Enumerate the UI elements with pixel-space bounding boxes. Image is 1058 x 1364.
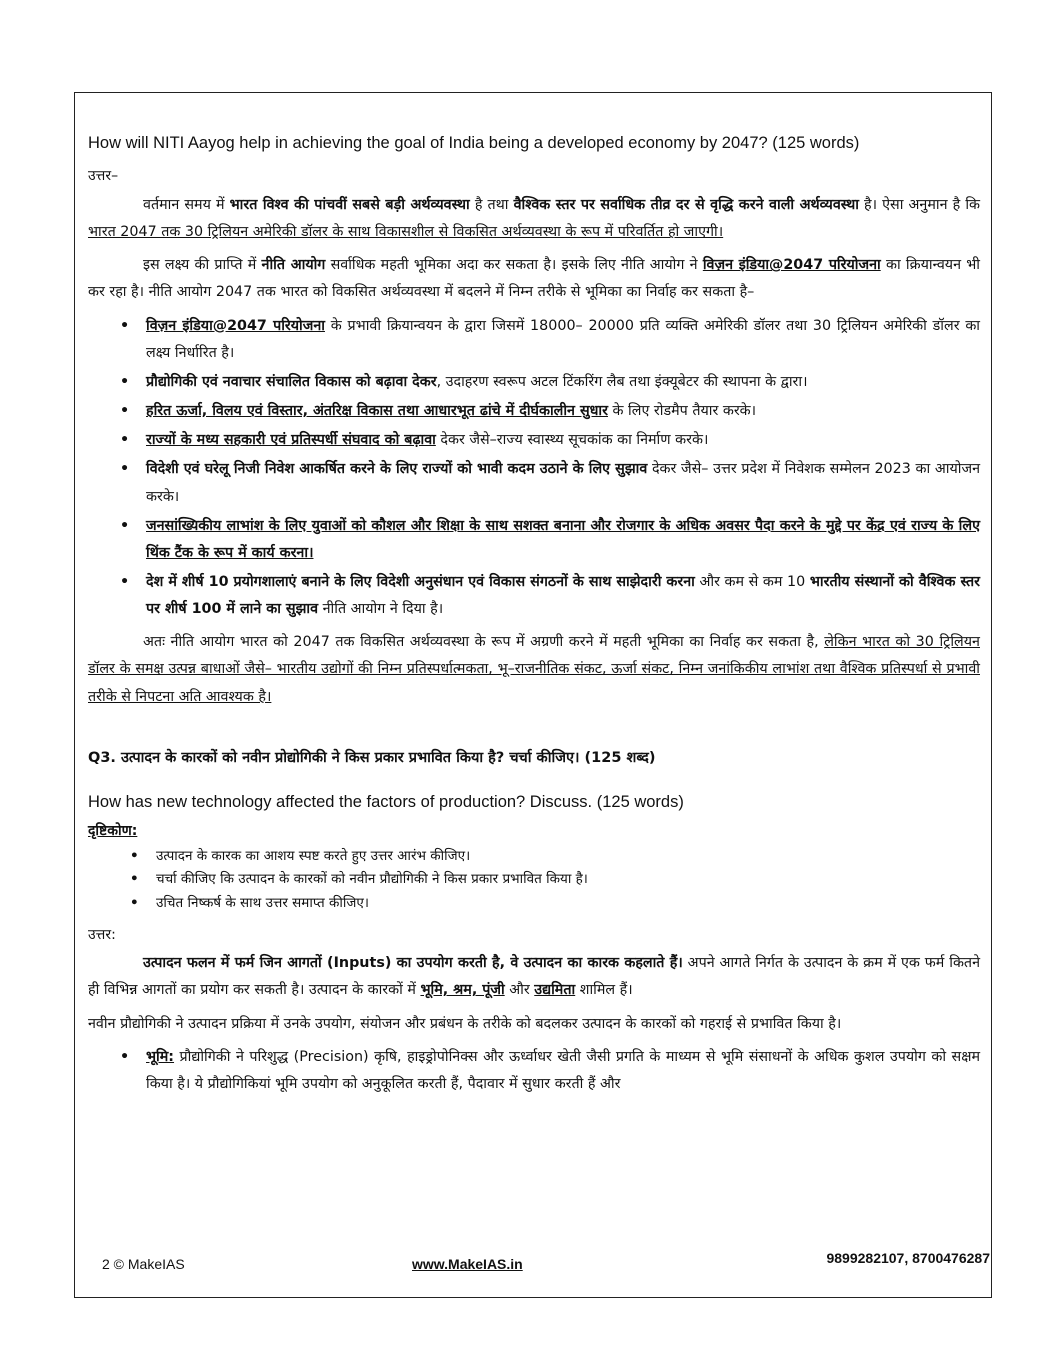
list-item [146, 456, 980, 510]
footer-phone-numbers: 9899282107, 8700476287 [826, 1250, 990, 1266]
niti-role-list [88, 313, 980, 624]
text-underlined: लेकिन भारत को 30 ट्रिलियन डॉलर के समक्ष उत्पन्न बाधाओं जैसे– भारतीय उद्योगों की निम्न प्रतिस्पर्धात्मकता, भू–राजनीतिक संकट, ऊर्जा संकट, निम्न जनांकिकीय लाभांश तथा वैश्विक प्रतिस्पर्धा से प्रभावी तरीके से निपटना अति आवश्यक है। [88, 634, 980, 705]
text: इस लक्ष्य की प्राप्ति में [143, 257, 262, 274]
list-item [146, 1044, 980, 1098]
factors-paragraph [88, 950, 980, 1004]
page-footer [102, 1250, 990, 1274]
question3-english: How has new technology affected the factors of production? Discuss. (125 words) [88, 792, 684, 811]
text-bold: वैश्विक स्तर पर सर्वाधिक तीव्र दर से वृद्धि करने वाली अर्थव्यवस्था [513, 196, 859, 213]
list-item [146, 369, 980, 396]
text: है। ऐसा अनुमान है कि [858, 196, 981, 213]
text-bold-underlined: उद्यमिता [534, 982, 576, 999]
text-underlined: भारत 2047 तक 30 ट्रिलियन अमेरिकी डॉलर के साथ विकासशील से विकसित अर्थव्यवस्था के रूप में परिवर्तित हो जाएगी। [88, 224, 724, 241]
text: अपने आगते निर्गत के उत्पादन के क्रम में एक फर्म कितने ही विभिन्न आगतों का प्रयोग कर सकती है। उत्पादन के कारकों में [88, 955, 981, 999]
text: वर्तमान समय में [143, 196, 230, 213]
text-bold: नीति आयोग [261, 257, 326, 274]
niti-paragraph [88, 252, 980, 306]
text: देकर जैसे–राज्य स्वास्थ्य सूचकांक का निर्माण करके। [435, 432, 709, 449]
list-item [146, 513, 980, 567]
text: सर्वाधिक महती भूमिका अदा कर सकता है। इसके लिए नीति आयोग ने [325, 257, 703, 274]
technology-paragraph: नवीन प्रौद्योगिकी ने उत्पादन प्रक्रिया में उनके उपयोग, संयोजन और प्रबंधन के तरीके को बदलकर उत्पादन के कारकों को गहराई से प्रभावित किया है। [88, 1015, 842, 1032]
text-bold-underlined: हरित ऊर्जा, विलय एवं विस्तार, अंतरिक्ष विकास तथा आधारभूत ढांचे में दीर्घकालीन सुधार [146, 403, 608, 420]
text-bold: उत्पादन फलन में फर्म जिन आगतों (Inputs) का उपयोग करती है, वे उत्पादन का कारक कहलाते हैं। [143, 955, 683, 972]
list-item [146, 569, 980, 623]
document-body [88, 128, 980, 1104]
text: का क्रियान्वयन भी कर रहा है। नीति आयोग 2047 तक भारत को विकसित अर्थव्यवस्था में बदलने में निम्न तरीके से भूमिका का निर्वाह कर सकता है– [88, 257, 981, 301]
text-bold-underlined: जनसांख्यिकीय लाभांश के लिए युवाओं को कौशल और शिक्षा के साथ सशक्त बनाना और रोजगार के अधिक अवसर पैदा करने के मुद्दे पर केंद्र एवं राज्य के लिए थिंक टैंक के रूप में कार्य करना। [146, 517, 980, 561]
text: के लिए रोडमैप तैयार करके। [607, 403, 757, 420]
text-bold-underlined: विज़न इंडिया@2047 परियोजना [702, 257, 881, 274]
approach-list [88, 845, 980, 916]
text: है तथा [469, 196, 514, 213]
text-bold: प्रौद्योगिकी एवं नवाचार संचालित विकास को बढ़ावा देकर [146, 373, 437, 390]
answer3-label: उत्तर: [88, 926, 116, 943]
list-item [146, 313, 980, 367]
intro-paragraph [88, 192, 980, 246]
text-bold-underlined: राज्यों के मध्य सहकारी एवं प्रतिस्पर्धी संघवाद को बढ़ावा [146, 432, 436, 449]
list-item: • उत्पादन के कारक का आशय स्पष्ट करते हुए उत्तर आरंभ कीजिए। [156, 845, 980, 869]
text: देकर जैसे– उत्तर प्रदेश में निवेशक सम्मेलन 2023 का आयोजन करके। [146, 461, 980, 505]
question3-hindi: Q3. उत्पादन के कारकों को नवीन प्रोद्योगिकी ने किस प्रकार प्रभावित किया है? चर्चा कीजिए। (125 शब्द) [88, 749, 656, 766]
conclusion-paragraph [88, 629, 980, 710]
text: के प्रभावी क्रियान्वयन के द्वारा जिसमें 18000– 20000 प्रति व्यक्ति अमेरिकी डॉलर तथा 30 ट्रिलियन अमेरिकी डॉलर का लक्ष्य निर्धारित है। [146, 317, 981, 361]
text: प्रौद्योगिकी ने परिशुद्ध (Precision) कृषि, हाइड्रोपोनिक्स और ऊर्ध्वाधर खेती जैसी प्रगति के माध्यम से भूमि संसाधनों के अधिक कुशल उपयोग को सक्षम किया है। ये प्रौद्योगिकियां भूमि उपयोग को अनुकूलित करती हैं, पैदावार में सुधार करती हैं और [146, 1048, 980, 1092]
list-item: • उचित निष्कर्ष के साथ उत्तर समाप्त कीजिए। [156, 892, 980, 916]
approach-label: दृष्टिकोण: [88, 823, 138, 840]
footer-website-link[interactable]: www.MakeIAS.in [412, 1256, 523, 1272]
list-item: • चर्चा कीजिए कि उत्पादन के कारकों को नवीन प्रौद्योगिकी ने किस प्रकार प्रभावित किया है। [156, 868, 980, 892]
text-bold-underlined: विज़न इंडिया@2047 परियोजना [146, 317, 325, 334]
text-bold: भारतीय संस्थानों को वैश्विक स्तर पर शीर्ष 100 में लाने का सुझाव [146, 573, 981, 618]
question-english: How will NITI Aayog help in achieving the goal of India being a developed economy by 2047? (125 words) [88, 134, 860, 152]
footer-page-number: 2 © MakeIAS [102, 1256, 185, 1272]
text-bold-underlined: भूमि, श्रम, पूंजी [420, 982, 505, 999]
text-bold: भारत विश्व की पांचवीं सबसे बड़ी अर्थव्यवस्था [229, 196, 470, 213]
text-bold: विदेशी एवं घरेलू निजी निवेश आकर्षित करने के लिए राज्यों को भावी कदम उठाने के लिए सुझाव [146, 461, 648, 478]
text-bold: देश में शीर्ष 10 प्रयोगशालाएं बनाने के लिए विदेशी अनुसंधान एवं विकास संगठनों के साथ साझेदारी करना [146, 573, 695, 590]
text: अतः नीति आयोग भारत को 2047 तक विकसित अर्थव्यवस्था के रूप में अग्रणी करने में महती भूमिका का निर्वाह कर सकता है, [143, 634, 825, 651]
text: नीति आयोग ने दिया है। [318, 601, 444, 618]
text: शामिल हैं। [575, 982, 633, 999]
text: , उदाहरण स्वरूप अटल टिंकरिंग लैब तथा इंक्यूबेटर की स्थापना के द्वारा। [436, 373, 808, 390]
list-item [146, 427, 980, 454]
list-item [146, 398, 980, 425]
text-bold-underlined: भूमि: [146, 1048, 175, 1065]
text: और [504, 982, 535, 999]
factors-list [88, 1044, 980, 1098]
text: और कम से कम 10 [694, 573, 810, 590]
answer-label: उत्तर– [88, 168, 119, 185]
